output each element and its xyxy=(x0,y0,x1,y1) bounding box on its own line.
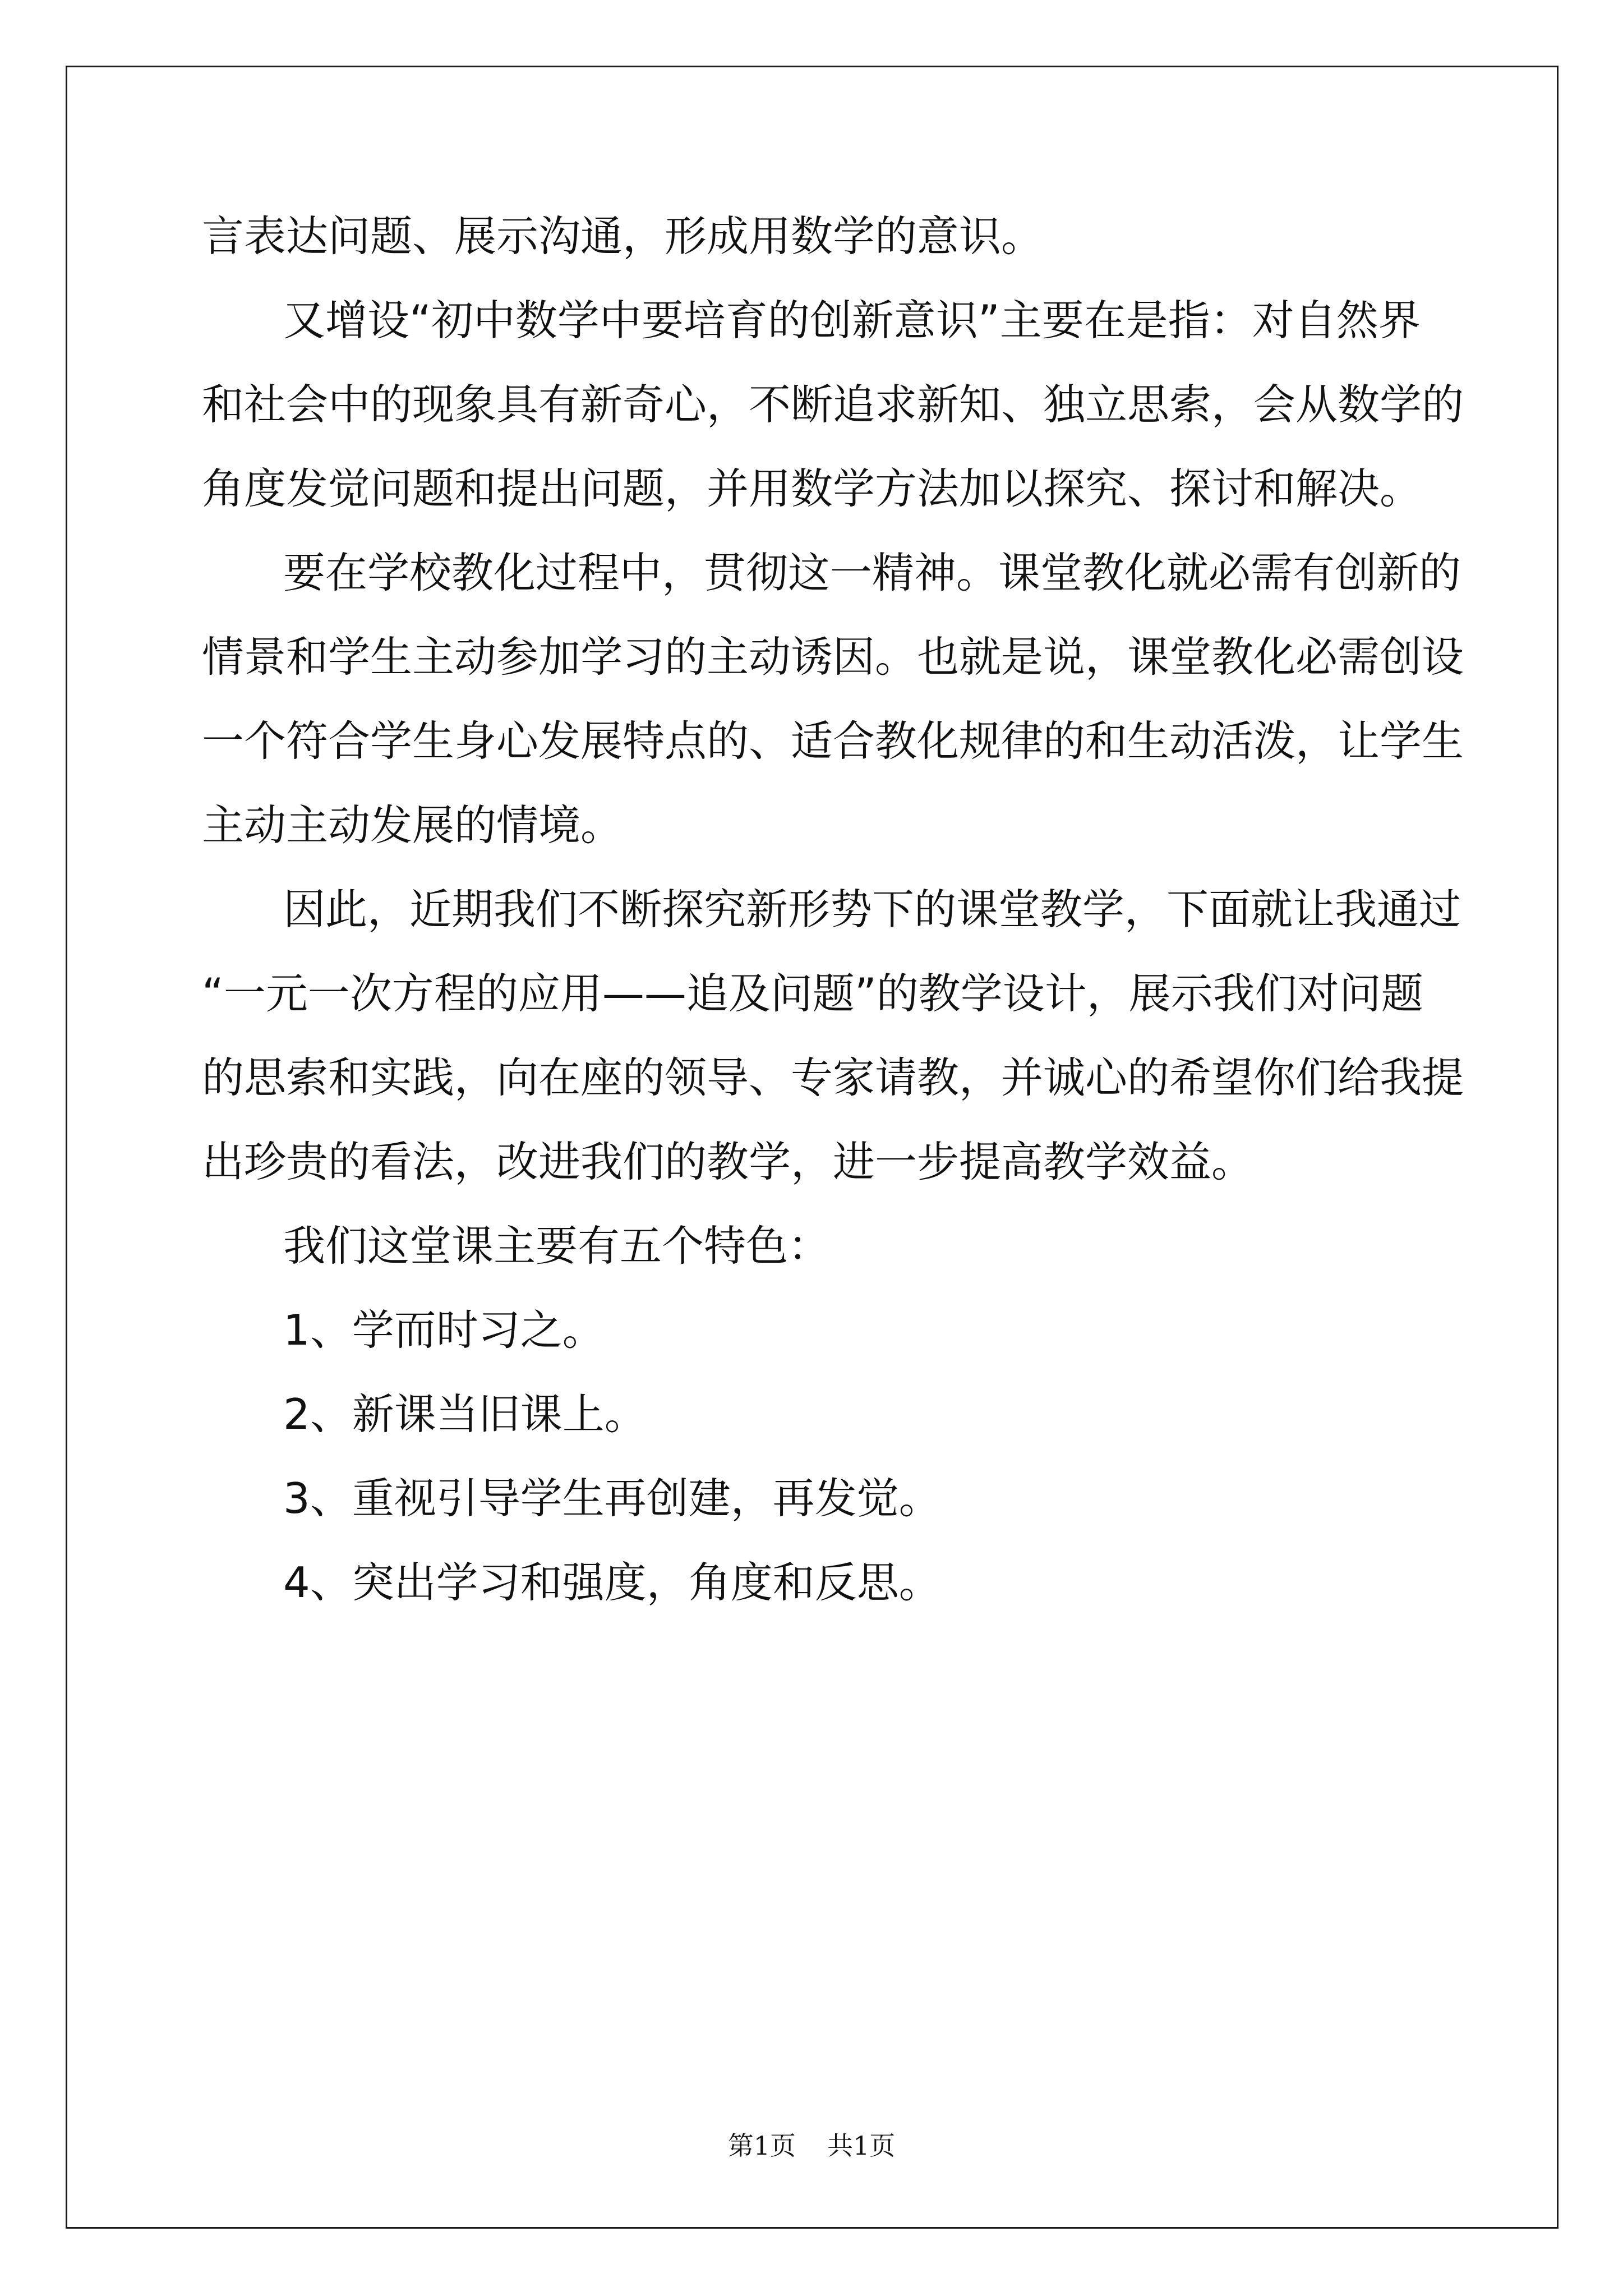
list-item: 2、新课当旧课上。 xyxy=(283,1389,647,1439)
text-line: 言表达问题、展示沟通，形成用数学的意识。 xyxy=(202,211,1044,261)
page-total: 共1页 xyxy=(827,2131,896,2161)
page-footer xyxy=(0,2129,1623,2162)
text-line: 和社会中的现象具有新奇心，不断追求新知、独立思索，会从数学的 xyxy=(202,380,1464,429)
text-line: 出珍贵的看法，改进我们的教学，进一步提高教学效益。 xyxy=(202,1137,1254,1186)
text-line: 一个符合学生身心发展特点的、适合教化规律的和生动活泼，让学生 xyxy=(202,716,1464,766)
text-line: 主动主动发展的情境。 xyxy=(202,800,623,850)
text-line: 又增设“初中数学中要培育的创新意识”主要在是指：对自然界 xyxy=(283,296,1421,345)
list-item: 3、重视引导学生再创建，再发觉。 xyxy=(283,1474,941,1523)
text-line: 情景和学生主动参加学习的主动诱因。也就是说，课堂教化必需创设 xyxy=(202,632,1464,682)
text-line: 要在学校教化过程中，贯彻这一精神。课堂教化就必需有创新的 xyxy=(283,548,1461,597)
page-number: 第1页 xyxy=(727,2131,796,2161)
text-line: 我们这堂课主要有五个特色： xyxy=(283,1221,831,1271)
text-line: “一元一次方程的应用——追及问题”的教学设计，展示我们对问题 xyxy=(202,969,1423,1018)
text-line: 的思索和实践，向在座的领导、专家请教，并诚心的希望你们给我提 xyxy=(202,1053,1464,1102)
list-item: 4、突出学习和强度，角度和反思。 xyxy=(283,1558,941,1607)
list-item: 1、学而时习之。 xyxy=(283,1305,605,1355)
text-line: 因此，近期我们不断探究新形势下的课堂教学，下面就让我通过 xyxy=(283,885,1461,934)
text-line: 角度发觉问题和提出问题，并用数学方法加以探究、探讨和解决。 xyxy=(202,464,1422,513)
